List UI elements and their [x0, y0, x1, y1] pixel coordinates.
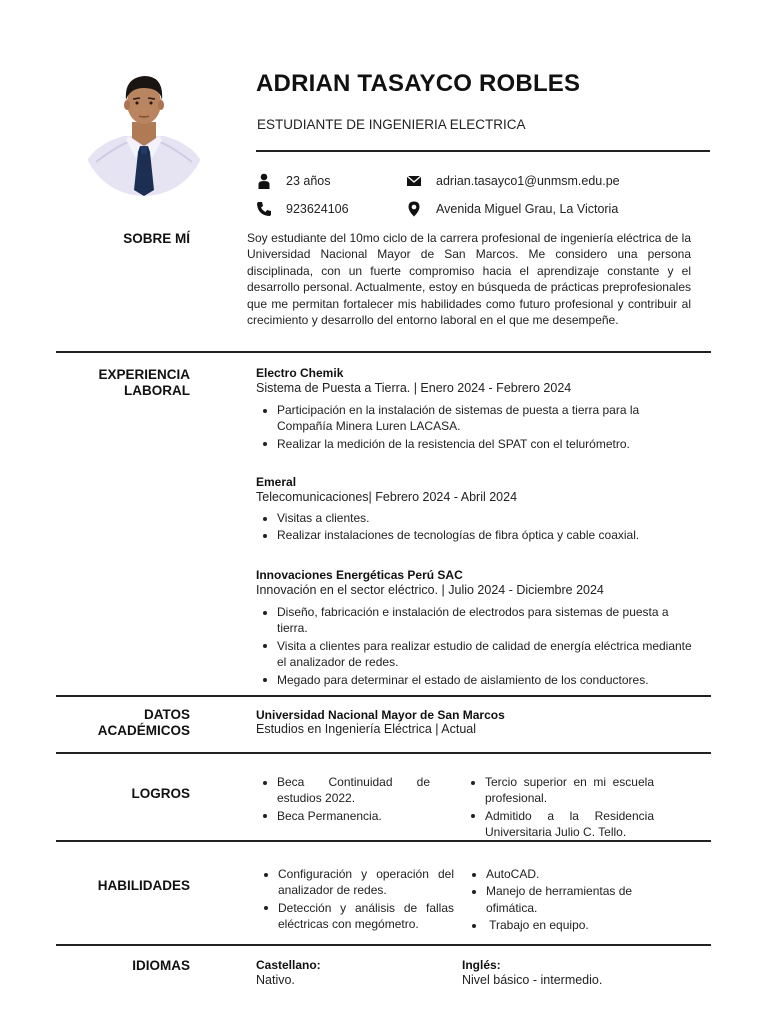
list-item: Diseño, fabricación e instalación de electrodos para sistemas de puesta a tierra.	[257, 604, 697, 637]
divider-experience	[56, 695, 711, 697]
list-item: Megado para determinar el estado de aislamiento de los conductores.	[257, 672, 697, 688]
section-label-languages: IDIOMAS	[132, 958, 190, 973]
list-item: AutoCAD.	[466, 866, 666, 882]
education-detail: Estudios en Ingeniería Eléctrica | Actual	[256, 722, 477, 736]
language-name: Castellano:	[256, 958, 321, 972]
contact-age	[256, 173, 330, 189]
divider-skills	[56, 944, 711, 946]
language-level: Nativo.	[256, 973, 295, 987]
contact-phone[interactable]	[256, 201, 349, 217]
skills-right-list	[466, 866, 666, 935]
list-item: Beca Permanencia.	[257, 808, 430, 824]
education-school: Universidad Nacional Mayor de San Marcos	[256, 708, 505, 722]
section-label-achievements: LOGROS	[131, 786, 190, 801]
candidate-role: ESTUDIANTE DE INGENIERIA ELECTRICA	[257, 117, 526, 132]
candidate-name: ADRIAN TASAYCO ROBLES	[256, 70, 581, 97]
phone-icon	[256, 201, 272, 217]
age-text: 23 años	[286, 174, 331, 188]
job-bullets	[257, 402, 647, 453]
list-item: Visita a clientes para realizar estudio de calidad de energía eléctrica mediante el analizador de redes.	[257, 638, 697, 671]
section-label-skills: HABILIDADES	[97, 878, 190, 893]
job-company: Innovaciones Energéticas Perú SAC	[256, 568, 463, 582]
list-item: Beca Continuidad de estudios 2022.	[257, 774, 430, 807]
divider-achievements	[56, 840, 711, 842]
mail-icon	[406, 173, 422, 189]
list-item: Realizar la medición de la resistencia del SPAT con el telurómetro.	[257, 436, 647, 452]
contact-email[interactable]	[406, 173, 620, 189]
list-item: Tercio superior en mi escuela profesional.	[465, 774, 654, 807]
person-icon	[256, 173, 272, 189]
job-detail: Innovación en el sector eléctrico. | Julio 2024 - Diciembre 2024	[256, 583, 604, 597]
job-detail: Sistema de Puesta a Tierra. | Enero 2024 - Febrero 2024	[256, 381, 572, 395]
about-text: Soy estudiante del 10mo ciclo de la carrera profesional de ingeniería eléctrica de la Universidad Nacional Mayor de San Marcos. Me considero una persona disciplinada, con un fuerte compromiso hacia el aprendizaje constante y el desarrollo personal. Actualmente, estoy en búsqueda de prácticas preprofesionales que me permitan fortalecer mis habilidades como futuro profesional y contribuir al crecimiento y desarrollo del entorno laboral en el que me desempeñe.	[247, 231, 691, 328]
language-name: Inglés:	[462, 958, 501, 972]
section-label-education: DATOS ACADÉMICOS	[97, 707, 190, 738]
address-text: Avenida Miguel Grau, La Victoria	[436, 202, 619, 216]
list-item: Participación en la instalación de sistemas de puesta a tierra para la Compañía Minera Luren LACASA.	[257, 402, 647, 435]
job-company: Emeral	[256, 475, 297, 489]
job-bullets	[257, 510, 647, 545]
list-item: Realizar instalaciones de tecnologías de fibra óptica y cable coaxial.	[257, 527, 647, 543]
location-pin-icon	[406, 201, 422, 217]
email-text[interactable]: adrian.tasayco1@unmsm.edu.pe	[436, 174, 620, 188]
list-item: Configuración y operación del analizador de redes.	[258, 866, 454, 899]
job-bullets	[257, 604, 697, 689]
profile-photo	[84, 70, 204, 196]
phone-text[interactable]: 923624106	[286, 202, 349, 216]
contact-address	[406, 201, 618, 217]
list-item: Visitas a clientes.	[257, 510, 647, 526]
language-level: Nivel básico - intermedio.	[462, 973, 603, 987]
skills-left-list	[258, 866, 454, 934]
achievements-left-list	[257, 774, 430, 825]
section-label-experience: EXPERIENCIA LABORAL	[98, 367, 190, 398]
divider-education	[56, 752, 711, 754]
job-detail: Telecomunicaciones| Febrero 2024 - Abril 2024	[256, 490, 518, 504]
achievements-right-list	[465, 774, 654, 842]
section-label-about: SOBRE MÍ	[123, 231, 190, 246]
list-item: Detección y análisis de fallas eléctricas con megómetro.	[258, 900, 454, 933]
header-divider	[256, 150, 710, 152]
list-item: Manejo de herramientas de ofimática.	[466, 883, 666, 916]
list-item: Admitido a la Residencia Universitaria Julio C. Tello.	[465, 808, 654, 841]
job-company: Electro Chemik	[256, 366, 344, 380]
list-item: Trabajo en equipo.	[466, 917, 666, 933]
divider-about	[56, 351, 711, 353]
